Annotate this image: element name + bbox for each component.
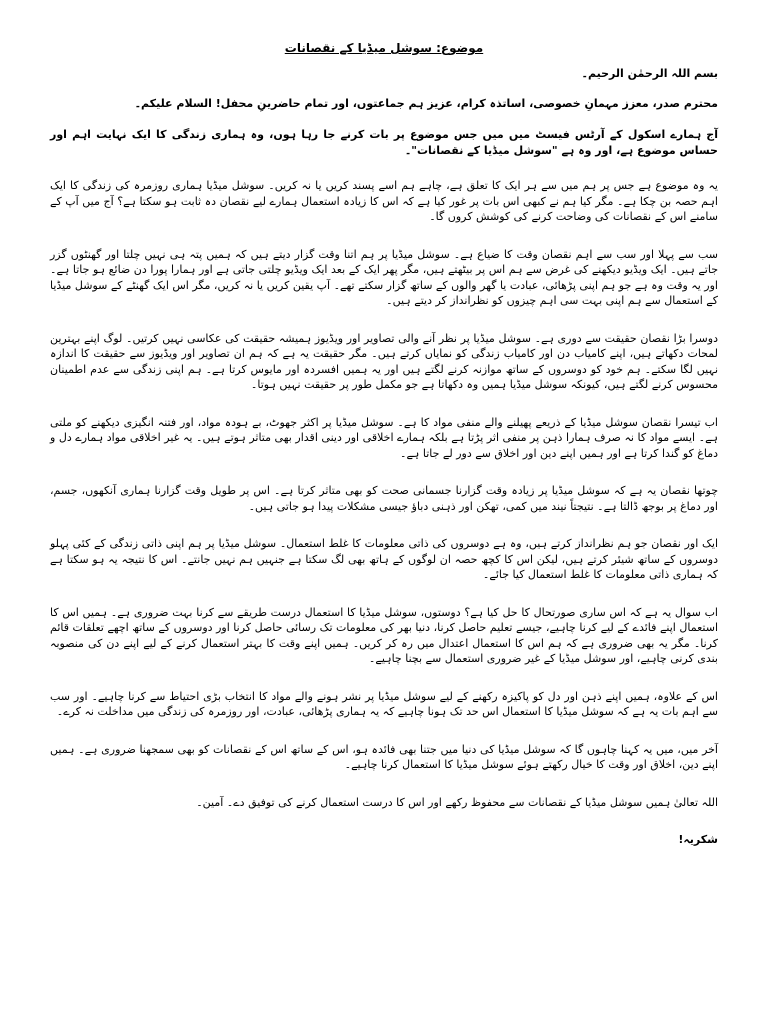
greeting-line: محترم صدر، معزز مہمانِ خصوصی، اساتذہ کرام، عزیز ہم جماعتوں، اور تمام حاضرینِ محفل! السلام علیکم۔ (134, 96, 718, 110)
document-title: موضوع: سوشل میڈیا کے نقصانات (284, 41, 484, 55)
thanks-line: شکریہ! (678, 833, 718, 846)
intro-paragraph: آج ہمارے اسکول کے آرٹس فیسٹ میں میں جس موضوع پر بات کرنے جا رہا ہوں، وہ ہماری زندگی کا ایک نہایت اہم اور حساس موضوع ہے، اور وہ ہے "سوشل میڈیا کے نقصانات"۔ (50, 128, 718, 157)
bismillah-line: بسم اللہ الرحمٰن الرحیم۔ (581, 67, 718, 80)
body-paragraph-5: چوتھا نقصان یہ ہے کہ سوشل میڈیا پر زیادہ وقت گزارنا جسمانی صحت کو بھی متاثر کرتا ہے۔ اس پر طویل وقت گزارنا ہماری آنکھوں، جسم، اور دماغ پر بوجھ ڈالتا ہے۔ نتیجتاً نیند میں کمی، تھکن اور ذہنی دباؤ جیسی مشکلات پیدا ہو جاتی ہیں۔ (50, 484, 718, 513)
body-paragraph-8: اس کے علاوہ، ہمیں اپنے ذہن اور دل کو پاکیزہ رکھنے کے لیے سوشل میڈیا پر نشر ہونے والے مواد کا انتخاب بڑی احتیاط سے کرنا چاہیے۔ اور سب سے اہم بات یہ ہے کہ سوشل میڈیا کا استعمال اس حد تک ہونا چاہیے کہ یہ ہماری پڑھائی، عبادت، اور روزمرہ کی زندگی میں مداخلت نہ کرے۔ (50, 689, 718, 718)
closing-prayer: اللہ تعالیٰ ہمیں سوشل میڈیا کے نقصانات سے محفوظ رکھے اور اس کا درست استعمال کرنے کی توفیق دے۔ آمین۔ (196, 795, 718, 809)
body-paragraph-9: آخر میں، میں یہ کہنا چاہوں گا کہ سوشل میڈیا کی دنیا میں جتنا بھی فائدہ ہو، اس کے ساتھ اس کے نقصانات کو بھی سمجھنا ضروری ہے۔ ہمیں اپنے دین، اخلاق اور وقت کا خیال رکھتے ہوئے سوشل میڈیا کا استعمال کرنا چاہیے۔ (50, 742, 718, 771)
body-paragraph-7: اب سوال یہ ہے کہ اس ساری صورتحال کا حل کیا ہے؟ دوستوں، سوشل میڈیا کا استعمال درست طریقے سے کرنا بہت ضروری ہے۔ ہمیں اس کا استعمال اپنے فائدے کے لیے کرنا چاہیے، جیسے تعلیم حاصل کرنا، دنیا بھر کی معلومات تک رسائی حاصل کرنا اور دوسروں کے ساتھ اچھے تعلقات قائم کرنا۔ مگر یہ بھی ضروری ہے کہ ہم اس کا استعمال اعتدال میں رہ کر کریں۔ ہمیں اپنے وقت کا بہتر استعمال کرنے کے لیے اپنے دن کی منصوبہ بندی کرنی چاہیے، اور سوشل میڈیا کے غیر ضروری استعمال سے بچنا چاہیے۔ (50, 605, 718, 665)
body-paragraph-3: دوسرا بڑا نقصان حقیقت سے دوری ہے۔ سوشل میڈیا پر نظر آنے والی تصاویر اور ویڈیوز ہمیشہ حقیقت کی عکاسی نہیں کرتیں۔ لوگ اپنے بہترین لمحات دکھاتے ہیں، اپنے کامیاب دن اور کامیاب زندگی کو نمایاں کرتے ہیں۔ مگر حقیقت یہ ہے کہ ہم ان تصاویر اور ویڈیوز سے حقیقت کا اندازہ نہیں لگا سکتے۔ ہم خود کو دوسروں کے ساتھ موازنہ کرنے لگتے ہیں اور یہ ہمیں افسردہ اور مایوس کرتا ہے۔ ہم اپنی زندگی سے عدم اطمینان محسوس کرنے لگتے ہیں، کیونکہ سوشل میڈیا ہمیں وہ دکھاتا ہے جو مکمل طور پر حقیقت نہیں ہوتا۔ (50, 331, 718, 391)
body-paragraph-6: ایک اور نقصان جو ہم نظرانداز کرتے ہیں، وہ ہے دوسروں کی ذاتی معلومات کا غلط استعمال۔ سوشل میڈیا پر ہم اپنی ذاتی زندگی کے کئی پہلو دوسروں کے ساتھ شیئر کرتے ہیں، لیکن اس کا کچھ حصہ ان لوگوں کے ہاتھ بھی لگ سکتا ہے جنہیں ہم نہیں جانتے۔ اس کا نتیجہ یہ ہو سکتا ہے کہ ہماری ذاتی معلومات کا غلط استعمال کیا جائے۔ (50, 537, 718, 581)
body-paragraph-1: یہ وہ موضوع ہے جس پر ہم میں سے ہر ایک کا تعلق ہے، چاہے ہم اسے پسند کریں یا نہ کریں۔ سوشل میڈیا ہماری روزمرہ کی زندگی کا ایک اہم حصہ بن چکا ہے۔ مگر کیا ہم نے کبھی اس بات پر غور کیا ہے کہ اس کا زیادہ استعمال ہمارے لیے نقصان دہ ثابت ہو سکتا ہے؟ آج میں آپ کے سامنے اس کے نقصانات کی وضاحت کرنے کی کوشش کروں گا۔ (50, 179, 718, 223)
body-paragraph-2: سب سے پہلا اور سب سے اہم نقصان وقت کا ضیاع ہے۔ سوشل میڈیا پر ہم اتنا وقت گزار دیتے ہیں کہ ہمیں پتہ ہی نہیں چلتا اور گھنٹوں گزر جاتے ہیں۔ ایک ویڈیو دیکھنے کی غرض سے ہم اس پر بیٹھتے ہیں، مگر پھر ایک کے بعد ایک ویڈیو چلتی جاتی ہے اور ہمارا پورا دن ضائع ہو جاتا ہے۔ اور یہ وقت وہ ہے جو ہم اپنی پڑھائی، عبادت یا گھر والوں کے ساتھ گزار سکتے تھے۔ آپ یقین کریں یا نہ کریں، مگر اس ایک گھنٹے کے سوشل میڈیا کے استعمال سے ہم اپنی بہت سی اہم چیزوں کو نظرانداز کر دیتے ہیں۔ (50, 247, 718, 307)
body-paragraph-4: اب تیسرا نقصان سوشل میڈیا کے ذریعے پھیلنے والے منفی مواد کا ہے۔ سوشل میڈیا پر اکثر جھوٹ، بے ہودہ مواد، اور فتنہ انگیزی دیکھنے کو ملتی ہے۔ ایسے مواد کا نہ صرف ہمارا ذہن پر منفی اثر پڑتا ہے بلکہ ہمارے اخلاقی اور دینی اقدار بھی متاثر ہوتے ہیں۔ یہ غیر اخلاقی مواد ہمارے دل و دماغ کو گندا کرتا ہے اور ہمیں اپنے دین اور اخلاق سے دور لے جاتا ہے۔ (50, 415, 718, 460)
